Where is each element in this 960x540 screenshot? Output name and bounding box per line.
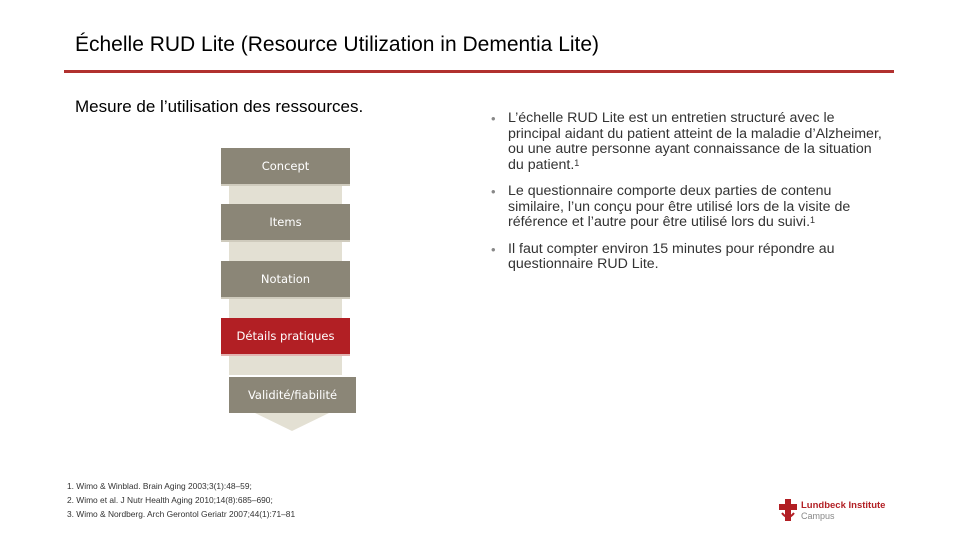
reference-item: 1. Wimo & Winblad. Brain Aging 2003;3(1):48–59;: [67, 481, 252, 491]
bullet-dot-icon: •: [491, 241, 496, 257]
flow-step-validite-fiabilite: Validité/fiabilité: [229, 377, 356, 413]
reference-item: 2. Wimo et al. J Nutr Health Aging 2010;14(8):685–690;: [67, 495, 273, 505]
lundbeck-cross-icon: [779, 499, 797, 521]
bullet-item: [491, 242, 891, 273]
bullet-text: Le questionnaire comporte deux parties de contenu similaire, l’un conçu pour être utilisé lors de la visite de référence et l’autre pour être utilisé lors du suivi.: [508, 183, 851, 230]
flow-step-details-pratiques: Détails pratiques: [221, 318, 350, 356]
bullet-list: [491, 111, 891, 284]
title-divider: [64, 70, 894, 73]
logo-name: Lundbeck Institute: [801, 500, 886, 511]
logo-subname: Campus: [801, 511, 835, 521]
flow-connector: [229, 356, 342, 375]
bullet-dot-icon: •: [491, 184, 496, 199]
bullet-item: [491, 111, 891, 173]
bullet-text: L’échelle RUD Lite est un entretien structuré avec le principal aidant du patient atteint de la maladie d’Alzheimer, ou une autre personne ayant connaissance de la situation du patient.: [508, 110, 882, 173]
flow-arrow-down-icon: [255, 413, 329, 431]
flow-step-items: Items: [221, 204, 350, 242]
flow-connector: [229, 185, 342, 204]
bullet-text: Il faut compter environ 15 minutes pour répondre au questionnaire RUD Lite.: [508, 240, 835, 272]
flow-step-concept: Concept: [221, 148, 350, 186]
references: [67, 479, 295, 521]
reference-superscript: 1: [810, 215, 816, 225]
slide-subtitle: Mesure de l’utilisation des ressources.: [75, 97, 364, 116]
reference-item: 3. Wimo & Nordberg. Arch Gerontol Geriatr 2007;44(1):71–81: [67, 509, 296, 519]
bullet-dot-icon: •: [491, 111, 496, 126]
slide-title: Échelle RUD Lite (Resource Utilization in Dementia Lite): [75, 33, 600, 56]
bullet-item: [491, 184, 891, 231]
flow-connector: [229, 299, 342, 318]
flow-connector: [229, 242, 342, 261]
lundbeck-logo: [779, 499, 899, 523]
flow-step-notation: Notation: [221, 261, 350, 299]
reference-superscript: 1: [574, 157, 580, 168]
